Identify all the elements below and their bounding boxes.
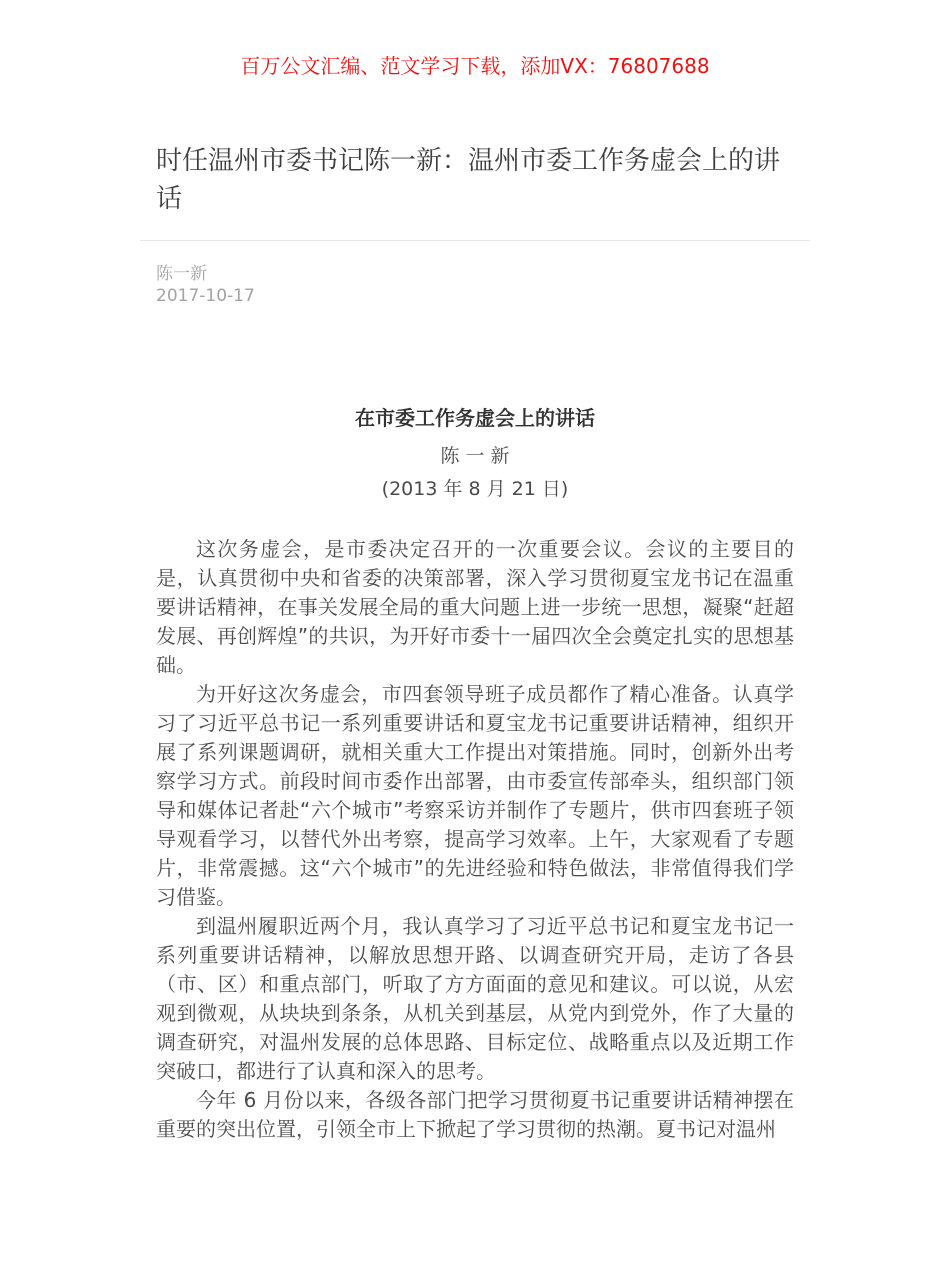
body-paragraph: 为开好这次务虚会，市四套领导班子成员都作了精心准备。认真学习了习近平总书记一系列重要讲话和夏宝龙书记重要讲话精神，组织开展了系列课题调研，就相关重大工作提出对策措施。同时，创新外出考察学习方式。前段时间市委作出部署，由市委宣传部牵头，组织部门领导和媒体记者赴“六个城市”考察采访并制作了专题片，供市四套班子领导观看学习，以替代外出考察，提高学习效率。上午，大家观看了专题片，非常震撼。这“六个城市”的先进经验和特色做法，非常值得我们学习借鉴。 — [156, 682, 794, 909]
document-byline: 陈 一 新 — [440, 445, 510, 467]
article-author: 陈一新 — [156, 264, 207, 284]
article-title: 时任温州市委书记陈一新：温州市委工作务虚会上的讲话 — [156, 146, 781, 214]
document-body — [140, 535, 810, 1264]
body-paragraph: 这次务虚会，是市委决定召开的一次重要会议。会议的主要目的是，认真贯彻中央和省委的决策部署，深入学习贯彻夏宝龙书记在温重要讲话精神，在事关发展全局的重大问题上进一步统一思想，凝聚“赶超发展、再创辉煌”的共识，为开好市委十一届四次全会奠定扎实的思想基础。 — [156, 537, 794, 677]
document-dateline: (2013 年 8 月 21 日) — [381, 478, 569, 500]
body-paragraph: 今年 6 月份以来，各级各部门把学习贯彻夏书记重要讲话精神摆在重要的突出位置，引领全市上下掀起了学习贯彻的热潮。夏书记对温州 — [156, 1088, 794, 1141]
body-paragraph: 到温州履职近两个月，我认真学习了习近平总书记和夏宝龙书记一系列重要讲话精神，以解放思想开路、以调查研究开局，走访了各县（市、区）和重点部门，听取了方方面面的意见和建议。可以说，从宏观到微观，从块块到条条，从机关到基层，从党内到党外，作了大量的调查研究，对温州发展的总体思路、目标定位、战略重点以及近期工作突破口，都进行了认真和深入的思考。 — [156, 914, 794, 1083]
document-heading: 在市委工作务虚会上的讲话 — [355, 406, 595, 430]
title-block — [140, 142, 810, 241]
article-date: 2017-10-17 — [156, 286, 255, 306]
article-meta — [140, 241, 810, 307]
article-container — [140, 142, 810, 1264]
promo-banner: 百万公文汇编、范文学习下载，添加VX：76807688 — [240, 54, 710, 78]
